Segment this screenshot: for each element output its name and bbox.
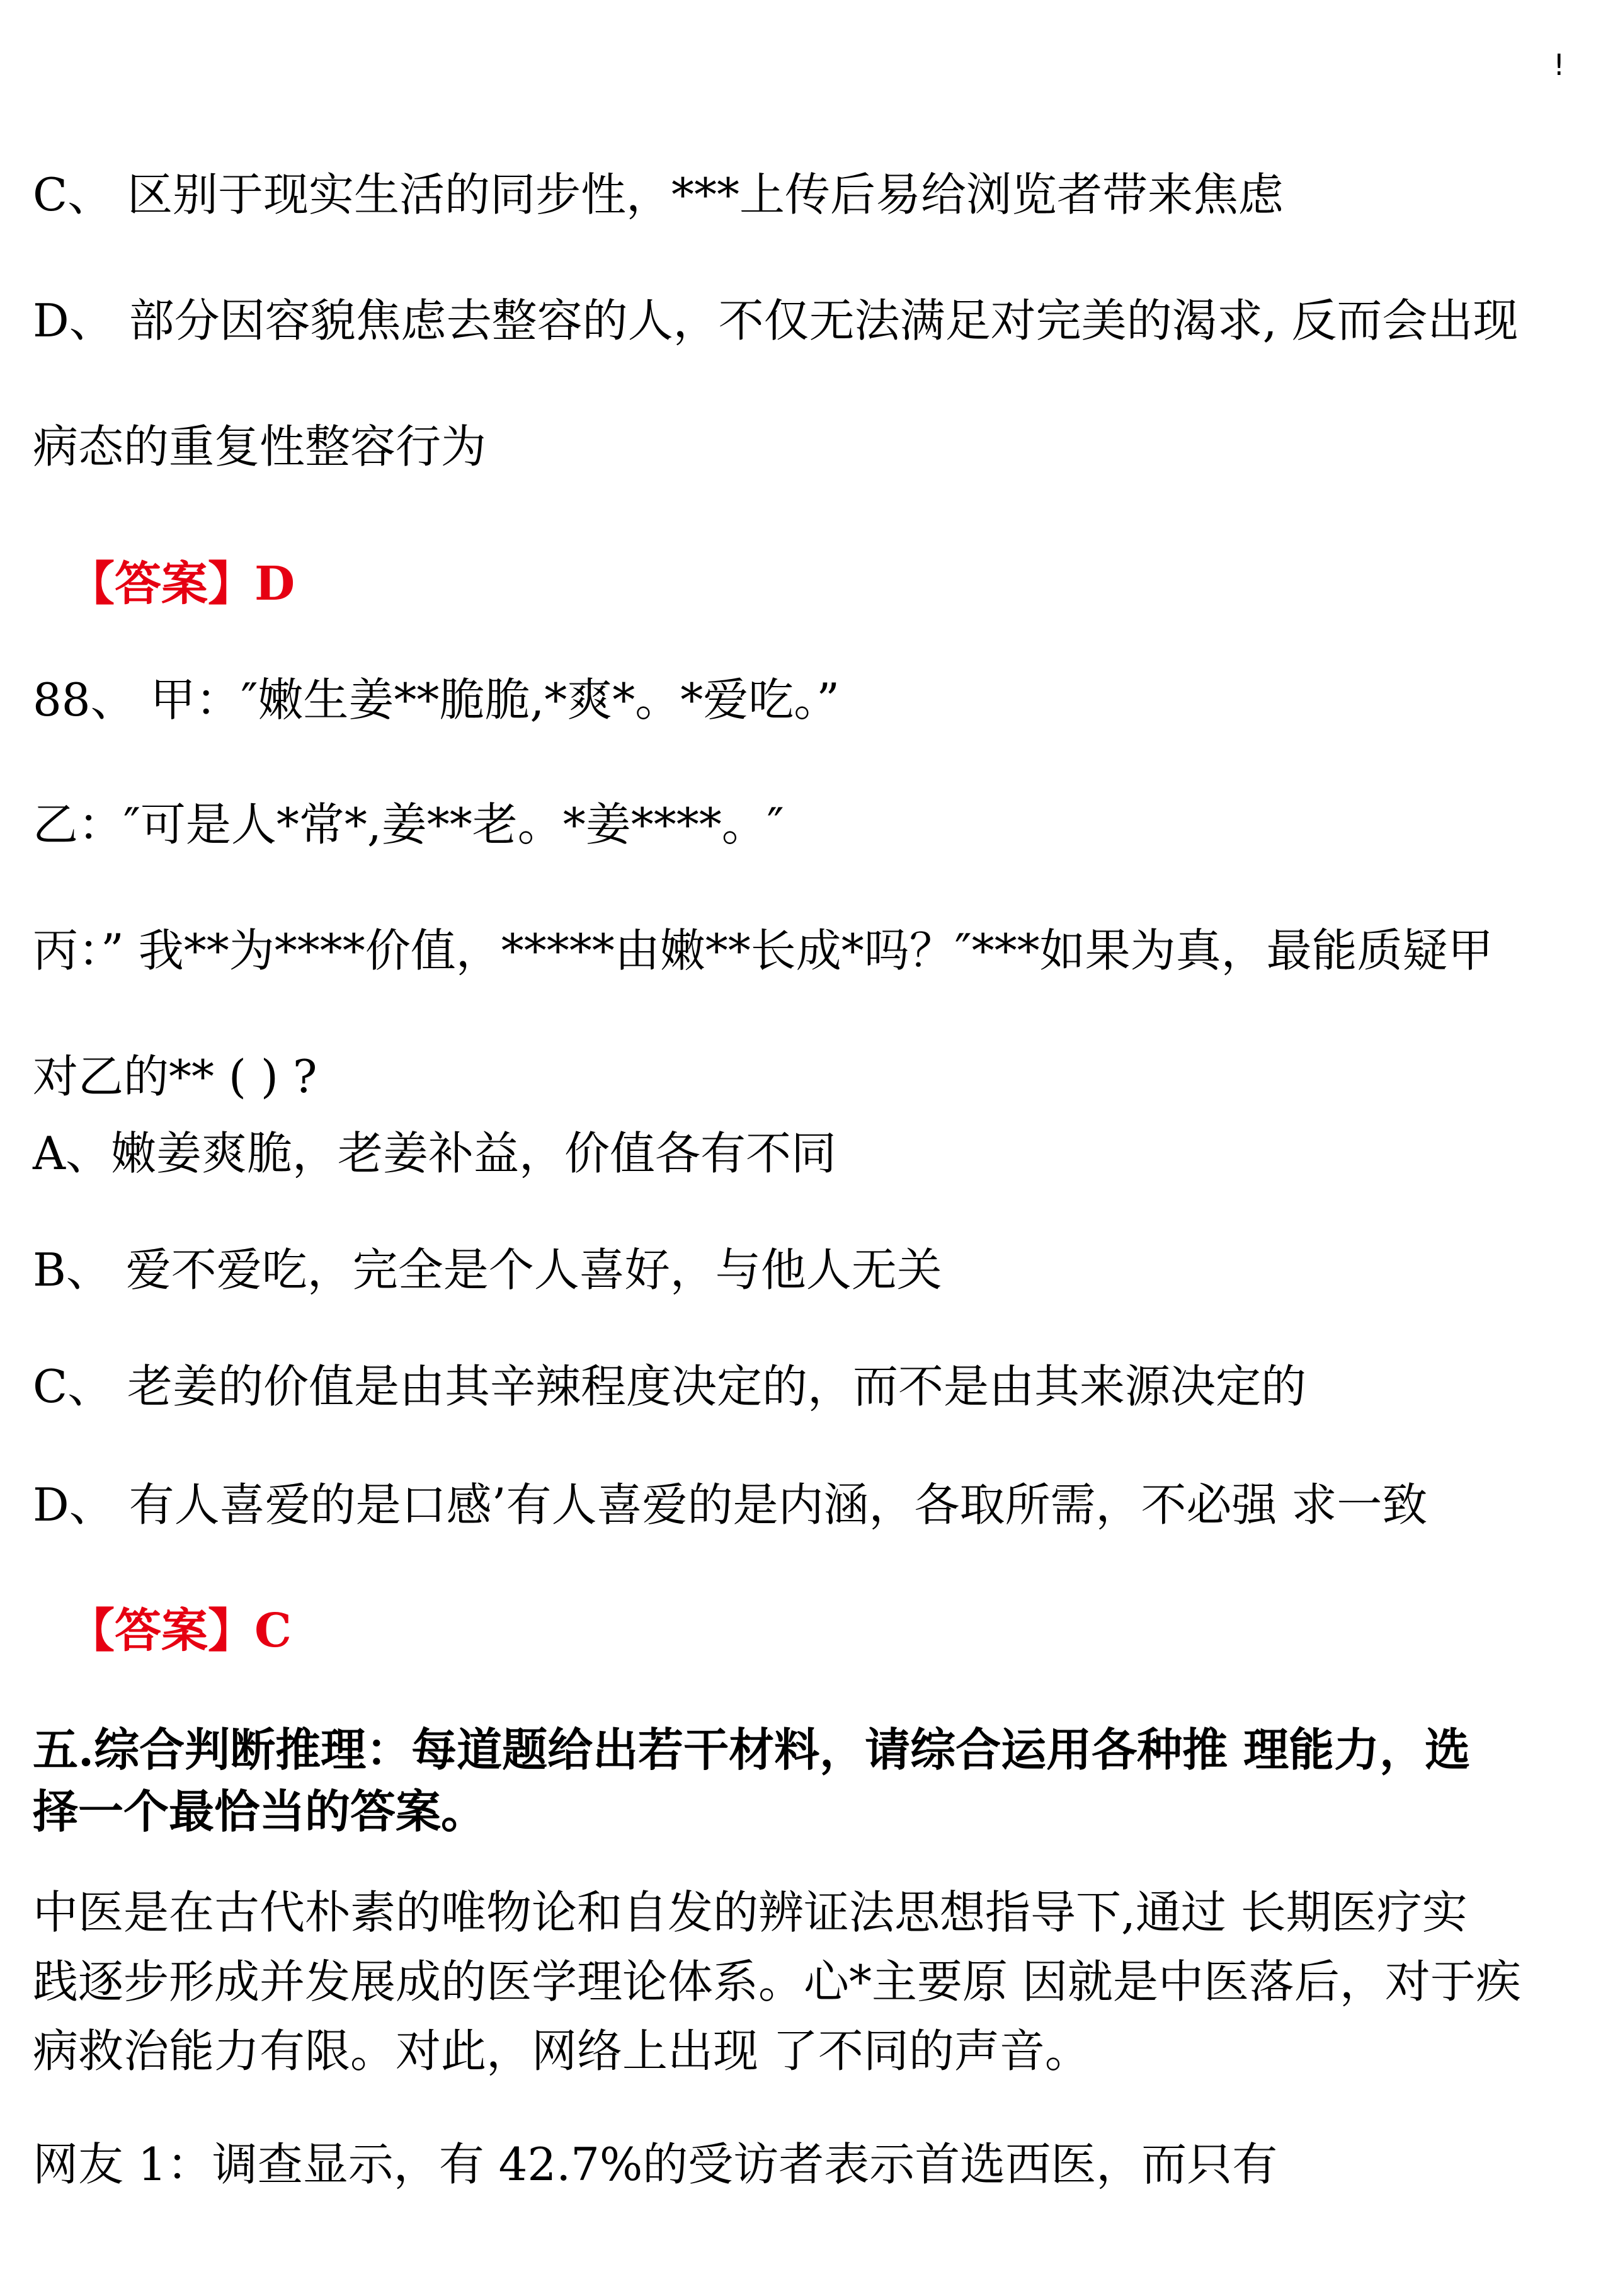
q88-option-c: C、 老姜的价值是由其辛辣程度决定的，而不是由其来源决定的: [33, 1360, 1306, 1413]
q88-stem-bing: 丙：” 我**为****价值，*****由嫩**长成*吗？″***如果为真，最能质疑甲: [33, 924, 1493, 977]
q88-option-b: B、 爱不爱吃，完全是个人喜好，与他人无关: [33, 1243, 942, 1296]
q87-option-d: D、 部分因容貌焦虑去整容的人，不仅无法满足对完美的渴求, 反而会出现: [33, 294, 1519, 347]
section-heading: 五.综合判断推理：每道题给出若干材料，请综合运用各种推 理能力，选: [33, 1723, 1471, 1776]
q87-answer: 【答案】D: [68, 557, 295, 611]
q87-option-d-continued: 病态的重复性整容行为: [33, 420, 487, 473]
q88-option-d: D、 有人喜爱的是口感’有人喜爱的是内涵，各取所需，不必强 求一致: [33, 1478, 1428, 1531]
q88-stem-jia: 88、 甲：″嫩生姜**脆脆,*爽*。*爱吃。”: [33, 673, 840, 726]
q88-stem-yi: 乙：″可是人*常*,姜**老。*姜****。″: [33, 798, 784, 851]
passage-line: 中医是在古代朴素的唯物论和自发的辨证法思想指导下,通过 长期医疗实: [33, 1886, 1468, 1939]
passage-line: 践逐步形成并发展成的医学理论体系。心*主要原 因就是中医落后，对于疾: [33, 1955, 1521, 2008]
section-heading-continued: 择一个最恰当的答案。: [33, 1785, 487, 1838]
netizen-1-statement: 网友 1：调查显示，有 42.7%的受访者表示首选西医，而只有: [33, 2138, 1278, 2191]
q88-stem-question: 对乙的** ( ) ?: [33, 1050, 317, 1103]
q88-answer: 【答案】C: [68, 1604, 292, 1658]
q88-option-a: A、嫩姜爽脆，老姜补益，价值各有不同: [33, 1127, 836, 1180]
page-mark: !: [1553, 48, 1565, 82]
passage-line: 病救治能力有限。对此，网络上出现 了不同的声音。: [33, 2025, 1090, 2077]
q87-option-c: C、 区别于现实生活的同步性，***上传后易给浏览者带来焦虑: [33, 168, 1284, 221]
